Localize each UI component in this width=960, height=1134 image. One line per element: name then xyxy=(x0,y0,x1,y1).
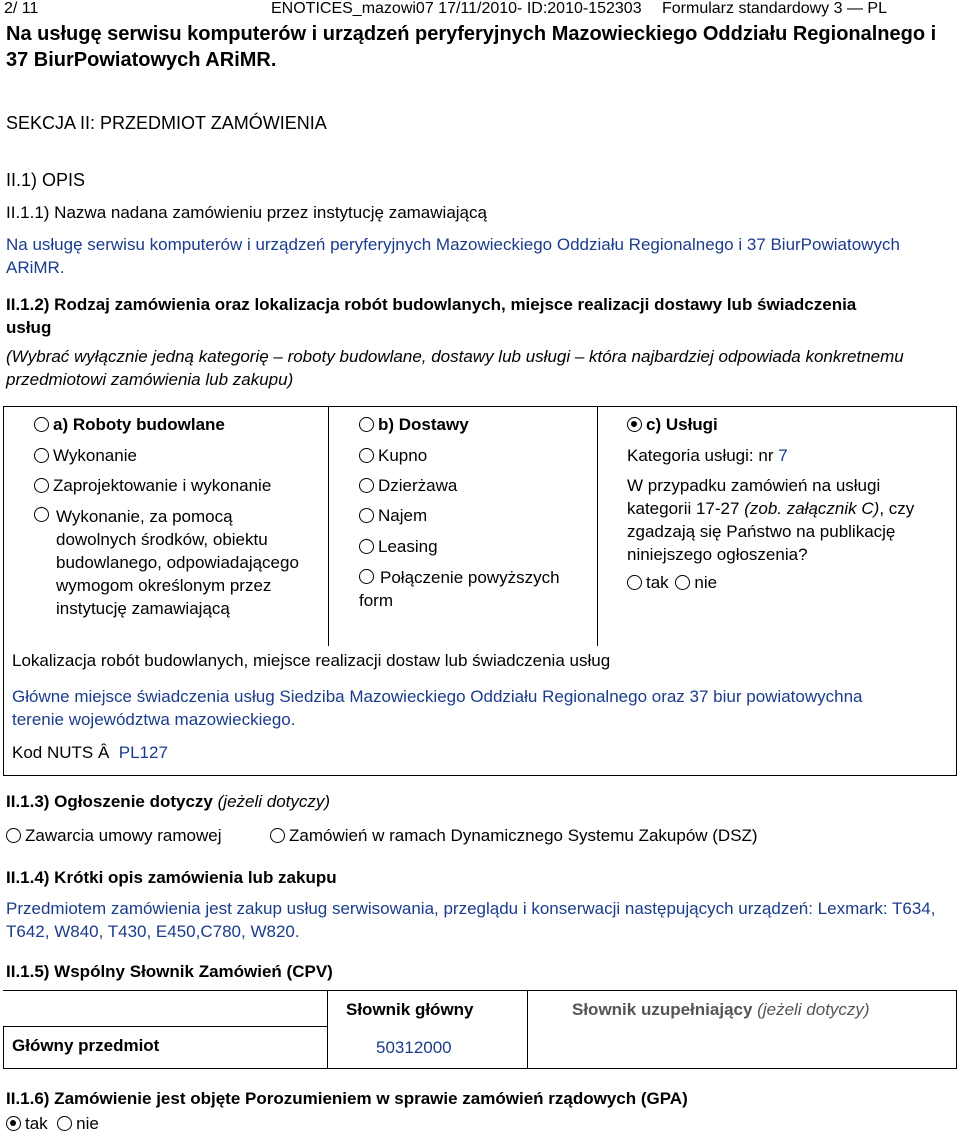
s114-value: Przedmiotem zamówienia jest zakup usług serwisowania, przeglądu i konserwacji następujących urządzeń: Lexmark: T634, T642, W840, T430, E450,C780, W820. xyxy=(6,899,936,941)
s116-heading: II.1.6) Zamówienie jest objęte Porozumieniem w sprawie zamówień rządowych (GPA) xyxy=(6,1089,688,1108)
supplies-option[interactable]: Leasing xyxy=(359,537,438,557)
table-border xyxy=(3,1026,327,1027)
notice-id: ENOTICES_mazowi07 17/11/2010- ID:2010-152303 xyxy=(271,0,642,17)
radio-icon[interactable] xyxy=(359,478,374,493)
radio-checked-icon[interactable] xyxy=(627,417,642,432)
cpv-row-label: Główny przedmiot xyxy=(12,1036,160,1055)
supplies-category[interactable]: b) Dostawy xyxy=(359,415,469,435)
supplies-option[interactable]: Kupno xyxy=(359,446,427,466)
s112-heading: II.1.2) Rodzaj zamówienia oraz lokalizacja robót budowlanych, miejsce realizacji dostawy lub świadczenia usług xyxy=(6,295,857,337)
cpv-main-header: Słownik główny xyxy=(346,1000,474,1019)
radio-icon[interactable] xyxy=(359,539,374,554)
s112-note: (Wybrać wyłącznie jedną kategorię – roboty budowlane, dostawy lub usługi – która najbardziej odpowiada konkretnemu przedmiotowi zamówienia lub zakupu) xyxy=(6,347,904,389)
radio-icon[interactable] xyxy=(627,575,642,590)
radio-icon[interactable] xyxy=(34,448,49,463)
column-divider xyxy=(597,406,598,646)
s111-value: Na usługę serwisu komputerów i urządzeń peryferyjnych Mazowieckiego Oddziału Regionalnego i 37 BiurPowiatowych ARiMR. xyxy=(6,235,900,277)
services-category[interactable]: c) Usługi xyxy=(627,415,718,435)
s115-heading: II.1.5) Wspólny Słownik Zamówień (CPV) xyxy=(6,962,333,981)
location-value: Główne miejsce świadczenia usług Siedziba Mazowieckiego Oddziału Regionalnego oraz 37 biur powiatowychna terenie województwa mazowieckiego. xyxy=(12,687,863,729)
document-title: Na usługę serwisu komputerów i urządzeń peryferyjnych Mazowieckiego Oddziału Regionalnego i 37 BiurPowiatowych ARiMR. xyxy=(6,23,937,71)
dps-option[interactable]: Zamówień w ramach Dynamicznego Systemu Zakupów (DSZ) xyxy=(270,826,758,846)
table-border xyxy=(527,990,528,1068)
section-heading: SEKCJA II: PRZEDMIOT ZAMÓWIENIA xyxy=(6,113,327,133)
radio-icon[interactable] xyxy=(675,575,690,590)
works-option-label: Wykonanie, za pomocą dowolnych środków, obiektu budowlanego, odpowiadającego wymogom określonym przez instytucję zamawiającą xyxy=(56,507,299,618)
radio-icon[interactable] xyxy=(34,478,49,493)
service-category-number: Kategoria usługi: nr 7 xyxy=(627,446,788,465)
location-label: Lokalizacja robót budowlanych, miejsce realizacji dostaw lub świadczenia usług xyxy=(12,651,611,670)
radio-icon[interactable] xyxy=(359,417,374,432)
works-option[interactable]: Wykonanie xyxy=(34,446,137,466)
supplies-option-label: Połączenie powyższych form xyxy=(359,568,560,610)
supplies-option[interactable]: Dzierżawa xyxy=(359,476,457,496)
radio-icon[interactable] xyxy=(34,505,53,525)
gpa-answer[interactable]: tak nie xyxy=(6,1114,99,1134)
radio-icon[interactable] xyxy=(6,828,21,843)
publication-answer[interactable]: tak nie xyxy=(627,573,717,593)
radio-icon[interactable] xyxy=(57,1116,72,1131)
table-border xyxy=(3,1026,4,1068)
s111-heading: II.1.1) Nazwa nadana zamówieniu przez instytucję zamawiającą xyxy=(6,203,487,222)
table-border xyxy=(956,990,957,1068)
cpv-code: 50312000 xyxy=(376,1038,452,1057)
supplies-option[interactable]: Najem xyxy=(359,506,427,526)
form-type: Formularz standardowy 3 — PL xyxy=(662,0,887,17)
column-divider xyxy=(328,406,329,646)
s113-heading: II.1.3) Ogłoszenie dotyczy (jeżeli dotyczy) xyxy=(6,792,331,811)
opis-heading: II.1) OPIS xyxy=(6,170,86,190)
framework-option[interactable]: Zawarcia umowy ramowej xyxy=(6,826,222,846)
nuts-code: Kod NUTS Â PL127 xyxy=(12,743,168,762)
works-option[interactable]: Zaprojektowanie i wykonanie xyxy=(34,476,271,496)
table-border xyxy=(3,990,957,991)
radio-icon[interactable] xyxy=(359,508,374,523)
works-category[interactable]: a) Roboty budowlane xyxy=(34,415,225,435)
radio-icon[interactable] xyxy=(359,448,374,463)
s114-heading: II.1.4) Krótki opis zamówienia lub zakupu xyxy=(6,868,337,887)
cpv-extra-header: Słownik uzupełniający (jeżeli dotyczy) xyxy=(572,1000,870,1019)
radio-checked-icon[interactable] xyxy=(6,1116,21,1131)
table-border xyxy=(327,990,328,1068)
table-border xyxy=(3,1068,957,1069)
radio-icon[interactable] xyxy=(34,417,49,432)
page-number: 2/ 11 xyxy=(4,0,39,17)
radio-icon[interactable] xyxy=(270,828,285,843)
publication-question: W przypadku zamówień na usługi kategorii 17-27 (zob. załącznik C), czy zgadzają się Państwo na publikację niniejszego ogłoszenia? xyxy=(627,476,915,564)
